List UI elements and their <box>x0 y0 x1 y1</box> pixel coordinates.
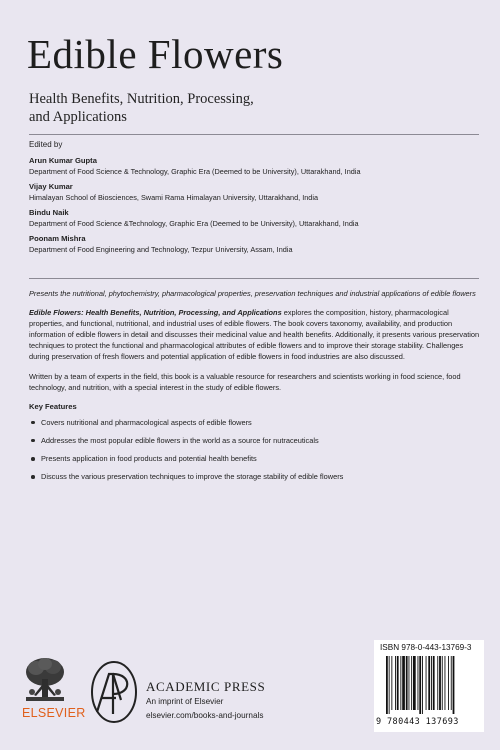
editor-affiliation: Department of Food Science & Technology, Graphic Era (Deemed to be University), Uttarakhand, India <box>29 167 361 176</box>
editor-name: Poonam Mishra <box>29 234 86 243</box>
key-feature-item: Addresses the most popular edible flowers in the world as a source for nutraceuticals <box>29 435 481 446</box>
editor-entry <box>29 156 489 177</box>
barcode-bar <box>409 656 410 710</box>
barcode-bar <box>433 656 435 710</box>
description-paragraph <box>29 307 481 362</box>
editor-entry <box>29 208 489 229</box>
academic-press-logo <box>88 660 140 724</box>
key-feature-item: Discuss the various preservation techniques to improve the storage stability of edible flowers <box>29 471 481 482</box>
tagline: Presents the nutritional, phytochemistry, pharmacological properties, preservation techniques and industrial applications of edible flowers <box>29 289 476 298</box>
editors-list <box>29 156 489 260</box>
book-title: Edible Flowers <box>27 31 284 77</box>
key-feature-item: Covers nutritional and pharmacological aspects of edible flowers <box>29 417 481 428</box>
editor-affiliation: Department of Food Science &Technology, Graphic Era (Deemed to be University), Uttarakhand, India <box>29 219 359 228</box>
barcode-bar <box>397 656 399 710</box>
barcode-bar <box>422 656 423 714</box>
elsevier-tree-logo <box>22 655 68 705</box>
barcode-bar <box>406 656 408 710</box>
editor-name: Arun Kumar Gupta <box>29 156 97 165</box>
divider-top <box>29 134 479 135</box>
description-lead-title: Edible Flowers: Health Benefits, Nutrition, Processing, and Applications <box>29 308 282 318</box>
editor-affiliation: Department of Food Engineering and Technology, Tezpur University, Assam, India <box>29 245 293 254</box>
key-feature-item: Presents application in food products and potential health benefits <box>29 453 481 464</box>
barcode-bar <box>431 656 432 710</box>
audience-paragraph: Written by a team of experts in the field, this book is a valuable resource for researchers and scientists working in food science, food technology, and nutrition, with a special interest in the study of edible flowers. <box>29 371 461 392</box>
barcode-bar <box>442 656 443 710</box>
barcode-bar <box>418 656 419 710</box>
edited-by-label: Edited by <box>29 140 63 149</box>
barcode-bar <box>439 656 441 710</box>
editor-entry <box>29 182 489 203</box>
barcode-bar <box>437 656 438 710</box>
isbn-label: ISBN 978-0-443-13769-3 <box>380 643 472 652</box>
description-paragraph-text: explores the composition, history, pharmacological properties, and functional, nutritional, and industrial uses of edible flowers. The book covers taxonomy, availability, and production information of edible flowers in detail and discusses their medicinal value and health benefits. Additionally, it presents various preservation techniques to protect the functional and pharmacological attributes of edible flowers and to improve their storage stability. Challenges during preservation of fresh flowers and potential application of edible flowers in food industries are also discussed. <box>29 308 480 362</box>
barcode-bar <box>413 656 416 710</box>
editor-affiliation: Himalayan School of Biosciences, Swami Rama Himalayan University, Uttarakhand, India <box>29 193 319 202</box>
publisher-website: elsevier.com/books-and-journals <box>146 711 264 720</box>
barcode-bar <box>395 656 396 710</box>
barcode-bar <box>400 656 401 710</box>
barcode-bar <box>451 656 452 710</box>
barcode-bar <box>386 656 388 714</box>
editor-name: Bindu Naik <box>29 208 69 217</box>
editor-name: Vijay Kumar <box>29 182 73 191</box>
book-subtitle <box>29 90 329 126</box>
barcode-bar <box>426 656 427 710</box>
barcode-digits: 9 780443 137693 <box>376 717 459 727</box>
key-features-list <box>29 417 481 482</box>
subtitle-line-2: and Applications <box>29 109 127 125</box>
barcode-bar <box>389 656 390 714</box>
isbn-barcode-box <box>374 640 484 732</box>
barcode-bar <box>402 656 405 710</box>
barcode-bar <box>391 656 392 710</box>
elsevier-wordmark: ELSEVIER <box>22 706 86 720</box>
editor-entry <box>29 234 489 255</box>
barcode-bar <box>428 656 430 710</box>
divider-middle <box>29 278 479 279</box>
barcode-bar <box>445 656 446 710</box>
key-features-heading: Key Features <box>29 401 77 411</box>
barcode-bar <box>453 656 455 714</box>
description-block <box>29 288 481 489</box>
barcode-bar <box>419 656 421 714</box>
barcode-bar <box>448 656 449 710</box>
subtitle-line-1: Health Benefits, Nutrition, Processing, <box>29 91 254 107</box>
barcode-image <box>386 656 476 714</box>
academic-press-name: ACADEMIC PRESS <box>146 679 266 694</box>
barcode-bar <box>411 656 412 710</box>
imprint-line: An imprint of Elsevier <box>146 697 224 706</box>
